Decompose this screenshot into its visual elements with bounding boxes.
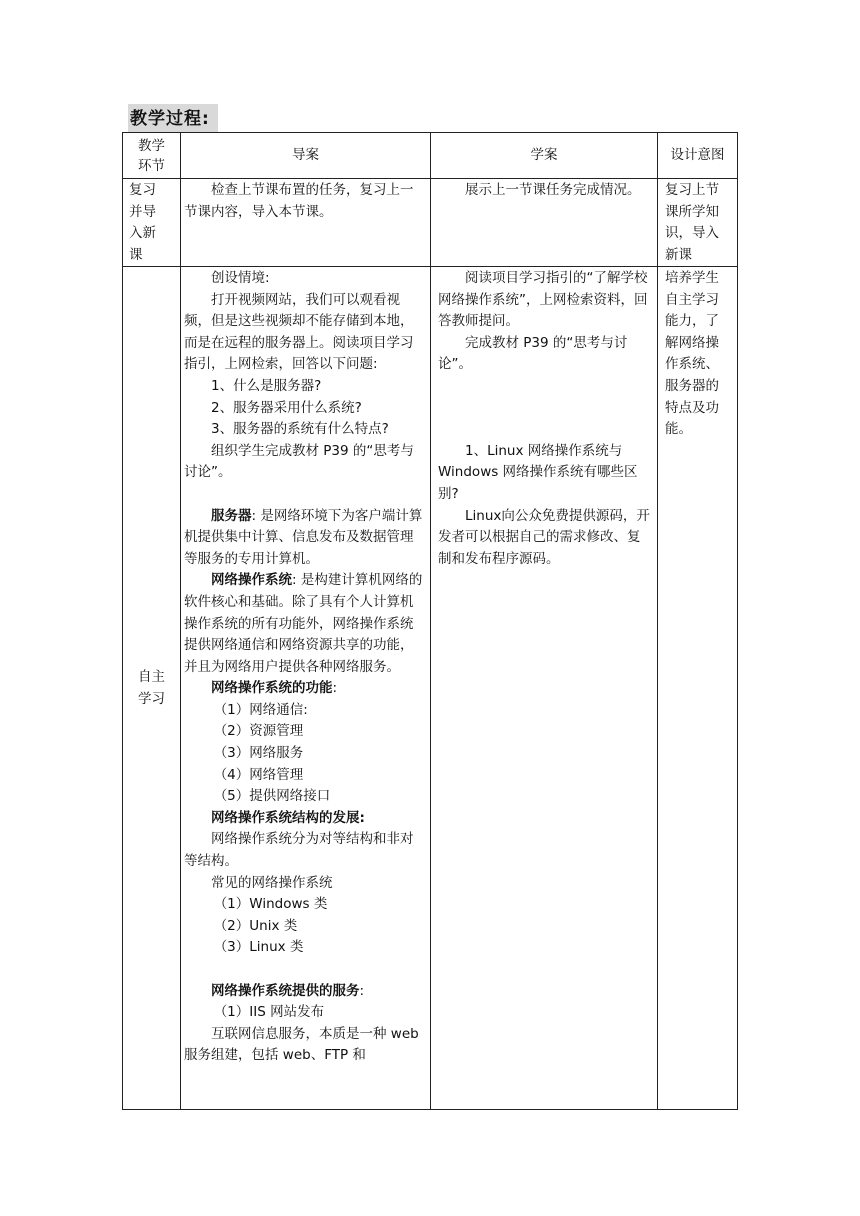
study-question: 1、Linux 网络操作系统与 Windows 网络操作系统有哪些区别?: [438, 442, 638, 502]
service-title: 网络操作系统提供的服务: [211, 982, 360, 999]
row1-stage: [129, 180, 177, 266]
nos-definition: [184, 570, 424, 678]
study-answer: Linux向公众免费提供源码，开发者可以根据自己的需求修改、复制和发布程序源码。: [438, 507, 650, 567]
nos-term: 网络操作系统: [211, 572, 292, 589]
list-item: （4）网络管理: [213, 766, 304, 783]
intent-line: 解网络操: [665, 334, 719, 351]
list-item: （1）IIS 网站发布: [213, 1004, 325, 1021]
row1-study: [438, 180, 650, 202]
guide-question: 1、什么是服务器?: [211, 377, 322, 394]
service-colon: :: [359, 982, 365, 999]
intent-line: 培养学生: [665, 270, 719, 286]
list-item: （3）网络服务: [213, 745, 304, 762]
intent-line: 新课: [665, 246, 692, 263]
intent-line: 能力，了: [665, 313, 719, 330]
guide-paragraph: 创设情境:: [211, 270, 270, 286]
stage-line: 课: [129, 246, 143, 263]
intent-line: 服务器的: [665, 377, 719, 394]
guide-question: 2、服务器采用什么系统?: [211, 399, 362, 416]
row1-intent: [665, 180, 735, 266]
list-item: （1）网络通信:: [213, 701, 308, 718]
list-item: （3）Linux 类: [213, 939, 304, 956]
list-item: （1）Windows 类: [213, 896, 328, 913]
server-def: : 是网络环境下为客户端计算机提供集中计算、信息发布及数据管理等服务的专用计算机。: [184, 507, 423, 567]
intent-line: 能。: [665, 421, 692, 438]
table-border-left: [122, 132, 123, 1110]
table-divider-1: [180, 132, 181, 1110]
guide-paragraph: 组织学生完成教材 P39 的“思考与讨论”。: [184, 442, 414, 481]
study-paragraph: 完成教材 P39 的“思考与讨论”。: [438, 334, 628, 373]
common-heading: 常见的网络操作系统: [211, 874, 333, 891]
guide-paragraph: 网络操作系统分为对等结构和非对等结构。: [184, 831, 414, 870]
row1-study-text: 展示上一节课任务完成情况。: [465, 182, 641, 198]
row2-stage: [123, 667, 180, 710]
row2-intent: [665, 268, 735, 441]
intent-line: 复习上节: [665, 182, 719, 198]
table-divider-2: [430, 132, 431, 1110]
stage-line: 入新: [129, 225, 156, 242]
guide-paragraph: 互联网信息服务，本质是一种 web 服务组建，包括 web、FTP 和: [184, 1025, 419, 1064]
list-item: （2）Unix 类: [213, 917, 298, 934]
row-divider: [122, 266, 738, 267]
row2-guide: [184, 268, 424, 1108]
func-heading: [184, 678, 424, 700]
row1-guide: [184, 180, 424, 223]
header-stage-line: 环节: [138, 158, 165, 174]
intent-line: 课所学知: [665, 203, 719, 220]
row1-guide-text: 检查上节课布置的任务，复习上一节课内容，导入本节课。: [184, 182, 414, 220]
func-colon: :: [332, 680, 338, 697]
header-stage-line: 教学: [138, 138, 165, 154]
header-study: 学案: [530, 147, 558, 164]
nos-def: : 是构建计算机网络的软件核心和基础。除了具有个人计算机操作系统的所有功能外，网络操作系统提供网络通信和网络资源共享的功能，并且为网络用户提供各种网络服务。: [184, 572, 423, 675]
service-heading: [184, 981, 424, 1003]
list-item: （5）提供网络接口: [213, 788, 331, 805]
study-paragraph: 阅读项目学习指引的“了解学校网络操作系统”，上网检索资料，回答教师提问。: [438, 270, 648, 330]
table-border-right: [737, 132, 738, 1110]
teaching-process-table: [122, 132, 738, 1110]
stage-line: 学习: [138, 690, 165, 707]
header-stage: [123, 134, 180, 178]
header-intent: 设计意图: [670, 147, 725, 164]
header-row-divider: [122, 178, 738, 179]
table-divider-3: [657, 132, 658, 1110]
table-border-bottom: [122, 1109, 738, 1110]
header-guide: 导案: [292, 147, 319, 164]
intent-line: 识，导入: [665, 225, 719, 242]
stage-line: 复习: [129, 182, 156, 198]
intent-line: 特点及功: [665, 399, 719, 416]
struct-heading: 网络操作系统结构的发展:: [211, 809, 365, 826]
guide-paragraph: 打开视频网站，我们可以观看视频，但是这些视频却不能存储到本地，而是在远程的服务器上。阅读项目学习指引，上网检索，回答以下问题:: [184, 291, 414, 373]
list-item: （2）资源管理: [213, 723, 304, 740]
row2-study: [438, 268, 650, 570]
guide-question: 3、服务器的系统有什么特点?: [211, 421, 389, 438]
func-title: 网络操作系统的功能: [211, 680, 333, 697]
stage-line: 并导: [129, 203, 156, 220]
stage-line: 自主: [138, 669, 165, 685]
intent-line: 自主学习: [665, 291, 719, 308]
server-term: 服务器: [211, 507, 252, 524]
server-definition: [184, 506, 424, 571]
table-border-top: [122, 132, 738, 133]
intent-line: 作系统、: [665, 356, 719, 373]
section-title: 教学过程:: [128, 104, 218, 132]
